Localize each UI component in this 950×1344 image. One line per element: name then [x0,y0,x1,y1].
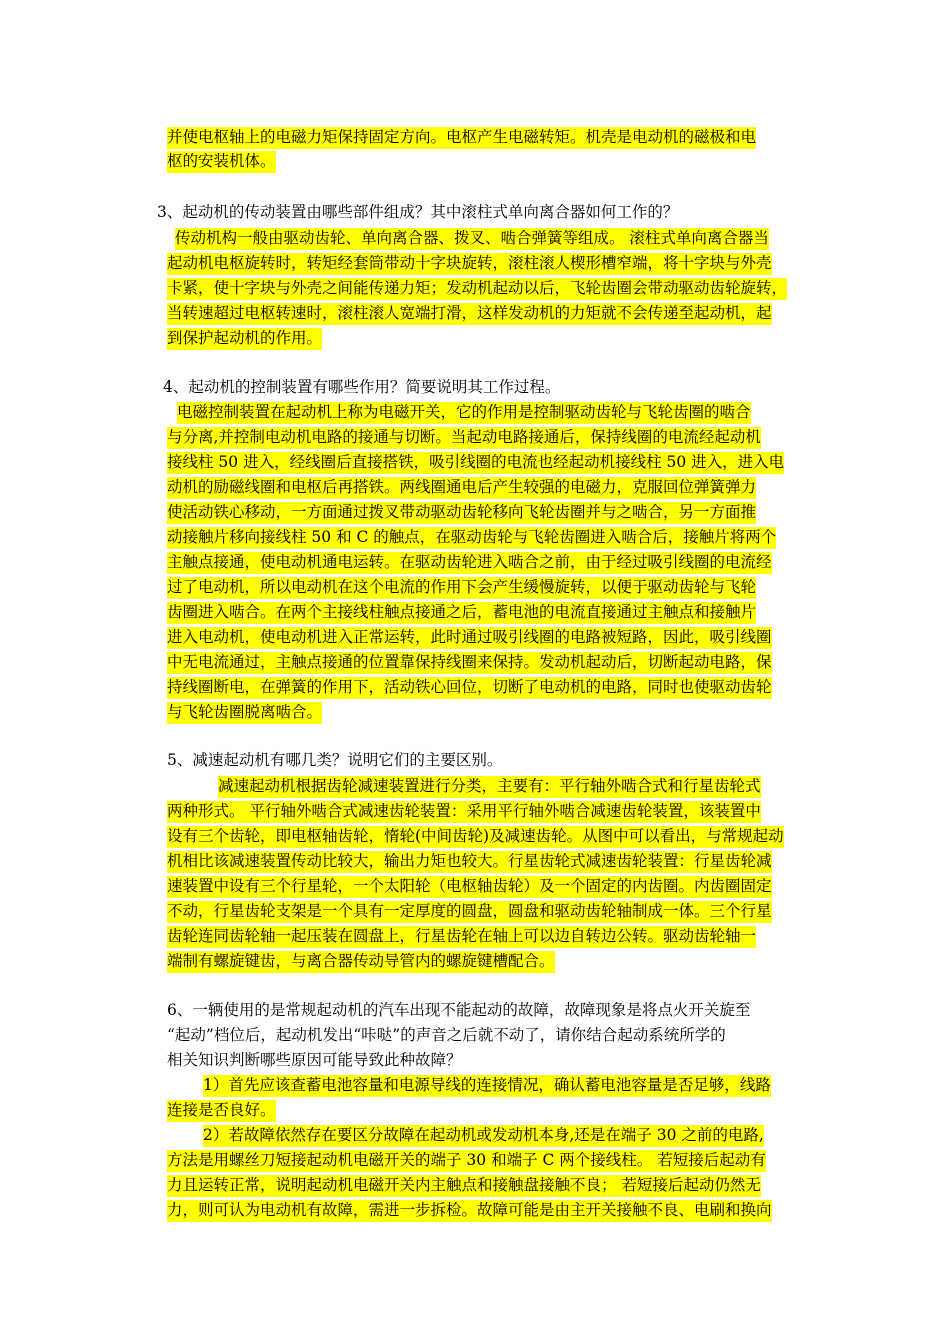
q5-answer-line-4: 机相比该减速装置传动比较大，输出力矩也较大。行星齿轮式减速齿轮装置：行星齿轮减 [167,851,772,873]
q5-answer-line-6: 不动，行星齿轮支架是一个具有一定厚度的圆盘，圆盘和驱动齿轮轴制成一体。三个行星 [167,901,772,923]
q4-answer-line-4: 动机的励磁线圈和电枢后再搭铁。两线圈通电后产生较强的电磁力，克服回位弹簧弹力 [167,477,756,499]
q5-answer-line-5: 速装置中设有三个行星轮，一个太阳轮（电枢轴齿轮）及一个固定的内齿圈。内齿圈固定 [167,876,772,898]
q4-answer-line-6: 动接触片移向接线柱 50 和 C 的触点，在驱动齿轮与飞轮齿圈进入啮合后，接触片将两个 [167,527,776,549]
q4-answer-line-11: 中无电流通过，主触点接通的位置靠保持线圈来保持。发动机起动后，切断起动电路，保 [167,652,772,674]
q3-answer-line-1: 传动机构一般由驱动齿轮、单向离合器、拨叉、啮合弹簧等组成。 滚柱式单向离合器当 [175,228,769,250]
q6-answer2-line-2: 方法是用螺丝刀短接起动机电磁开关的端子 30 和端子 C 两个接线柱。 若短接后起动有 [167,1150,766,1172]
q6-answer2-line-4: 力，则可认为电动机有故障，需进一步拆检。故障可能是由主开关接触不良、电刷和换向 [167,1200,772,1222]
intro-line-1: 并使电枢轴上的电磁力矩保持固定方向。电枢产生电磁转矩。机壳是电动机的磁极和电 [167,127,756,149]
question-6-line-2: “起动”档位后，起动机发出“咔哒”的声音之后就不动了，请你结合起动系统所学的 [167,1026,726,1044]
q6-answer1-line-1: 1）首先应该查蓄电池容量和电源导线的连接情况，确认蓄电池容量是否足够，线路 [203,1075,771,1097]
q6-answer2-line-1: 2）若故障依然存在要区分故障在起动机或发动机本身,还是在端子 30 之前的电路, [203,1125,764,1147]
question-4: 4、起动机的控制装置有哪些作用？简要说明其工作过程。 [163,378,561,396]
q4-answer-line-9: 齿圈进入啮合。在两个主接线柱触点接通之后，蓄电池的电流直接通过主触点和接触片 [167,602,756,624]
q3-answer-line-5: 到保护起动机的作用。 [167,328,322,350]
question-5: 5、减速起动机有哪几类？说明它们的主要区别。 [167,751,503,769]
q4-answer-line-3: 接线柱 50 进入，经线圈后直接搭铁，吸引线圈的电流也经起动机接线柱 50 进入，进入电 [167,452,784,474]
q5-answer-line-7: 齿轮连同齿轮轴一起压装在圆盘上，行星齿轮在轴上可以边自转边公转。驱动齿轮轴一 [167,926,756,948]
q4-answer-line-7: 主触点接通，使电动机通电运转。在驱动齿轮进入啮合之前，由于经过吸引线圈的电流经 [167,552,772,574]
q4-answer-line-8: 过了电动机，所以电动机在这个电流的作用下会产生缓慢旋转，以便于驱动齿轮与飞轮 [167,577,756,599]
q3-answer-line-4: 当转速超过电枢转速时，滚柱滚人宽端打滑，这样发动机的力矩就不会传递至起动机，起 [167,303,772,325]
q4-answer-line-13: 与飞轮齿圈脱离啮合。 [167,702,322,724]
q6-answer2-line-3: 力且运转正常，说明起动机电磁开关内主触点和接触盘接触不良； 若短接后起动仍然无 [167,1175,761,1197]
q4-answer-line-12: 持线圈断电，在弹簧的作用下，活动铁心回位，切断了电动机的电路，同时也使驱动齿轮 [167,677,772,699]
question-3: 3、起动机的传动装置由哪些部件组成？其中滚柱式单向离合器如何工作的？ [157,203,679,221]
q5-answer-line-2: 两种形式。 平行轴外啮合式减速齿轮装置：采用平行轴外啮合减速齿轮装置，该装置中 [167,801,761,823]
q3-answer-line-3: 卡紧，使十字块与外壳之间能传递力矩；发动机起动以后，飞轮齿圈会带动驱动齿轮旋转， [167,278,787,300]
q5-answer-line-1: 减速起动机根据齿轮减速装置进行分类，主要有：平行轴外啮合式和行星齿轮式 [218,776,761,798]
q6-answer1-line-2: 连接是否良好。 [167,1100,276,1122]
q4-answer-line-10: 进入电动机，使电动机进入正常运转，此时通过吸引线圈的电路被短路，因此，吸引线圈 [167,627,772,649]
q3-answer-line-2: 起动机电枢旋转时，转矩经套筒带动十字块旋转，滚柱滚人楔形槽窄端，将十字块与外壳 [167,253,772,275]
question-6-line-1: 6、一辆使用的是常规起动机的汽车出现不能起动的故障，故障现象是将点火开关旋至 [167,1001,751,1019]
q5-answer-line-3: 设有三个齿轮，即电枢轴齿轮，惰轮(中间齿轮)及减速齿轮。从图中可以看出，与常规起动 [167,826,784,848]
question-6-line-3: 相关知识判断哪些原因可能导致此种故障？ [167,1051,462,1069]
q4-answer-line-2: 与分离,并控制电动机电路的接通与切断。当起动电路接通后，保持线圈的电流经起动机 [167,427,761,449]
intro-line-2: 枢的安装机体。 [167,151,276,173]
q4-answer-line-1: 电磁控制装置在起动机上称为电磁开关，它的作用是控制驱动齿轮与飞轮齿圈的啮合 [177,402,751,424]
q4-answer-line-5: 使活动铁心移动，一方面通过拨叉带动驱动齿轮移向飞轮齿圈并与之啮合，另一方面推 [167,502,756,524]
q5-answer-line-8: 端制有螺旋键齿，与离合器传动导管内的螺旋键槽配合。 [167,951,555,973]
